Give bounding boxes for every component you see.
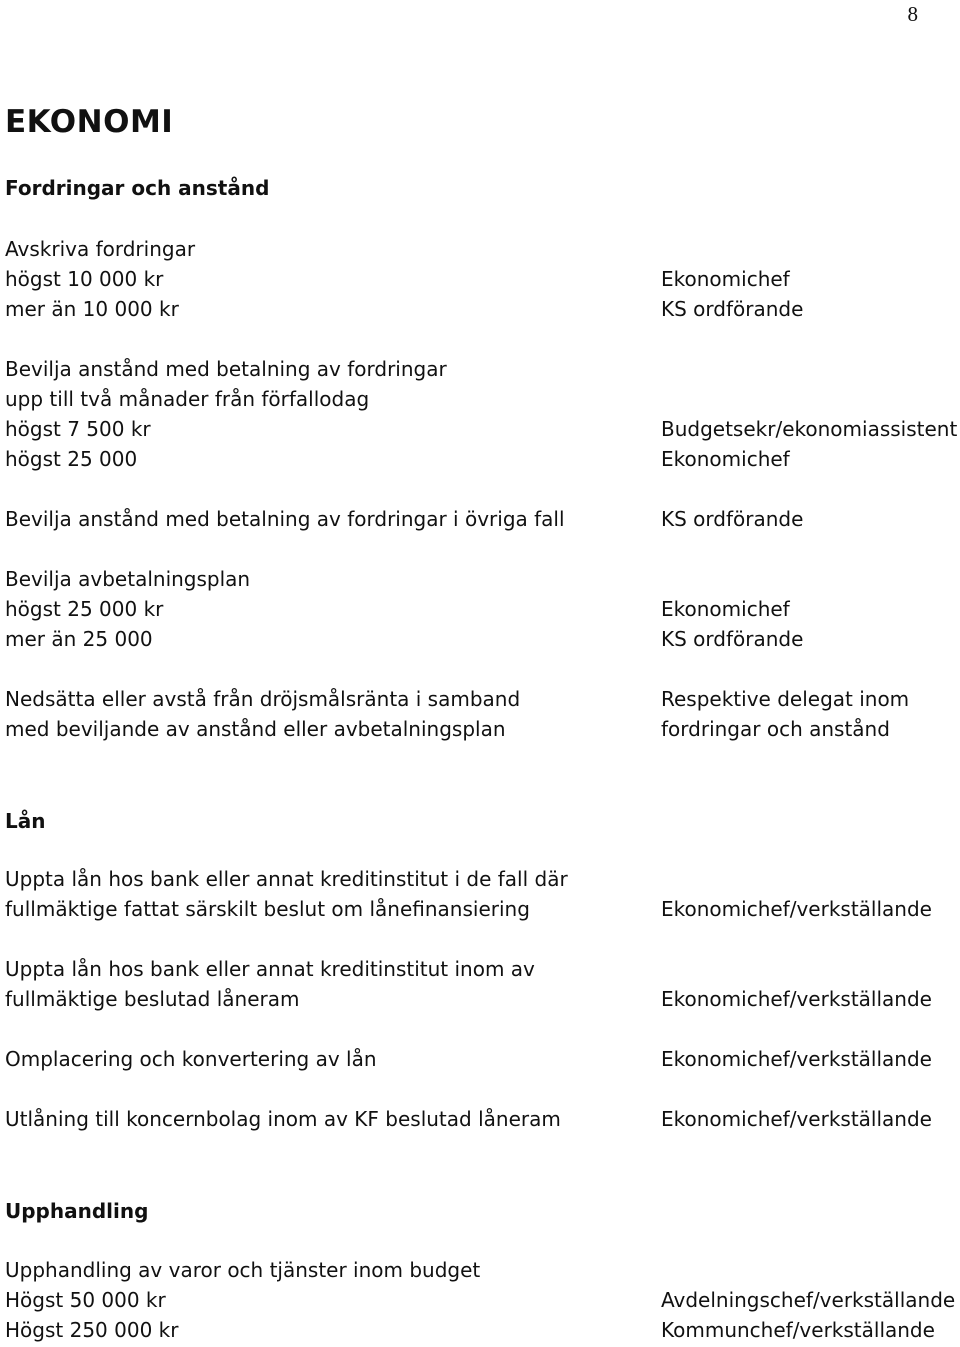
page-number: 8 — [907, 2, 918, 26]
delegate-line: Ekonomichef/verkställande — [661, 1107, 932, 1131]
description-line: Bevilja anstånd med betalning av fordringar — [5, 357, 447, 381]
description-line: Avskriva fordringar — [5, 237, 196, 261]
fordringar-row-3-delegate — [661, 504, 960, 534]
upphandling-row-1-delegate — [661, 1285, 960, 1345]
delegate-line: Ekonomichef/verkställande — [661, 1047, 932, 1071]
fordringar-row-2-description — [5, 354, 645, 474]
delegate-line: Ekonomichef/verkställande — [661, 987, 932, 1011]
delegate-line: Budgetsekr/ekonomiassistent — [661, 417, 958, 441]
delegate-line: KS ordförande — [661, 507, 804, 531]
delegate-line: Ekonomichef/verkställande — [661, 897, 932, 921]
description-line: Omplacering och konvertering av lån — [5, 1047, 377, 1071]
description-line: mer än 10 000 kr — [5, 297, 179, 321]
description-line: upp till två månader från förfallodag — [5, 387, 370, 411]
section-heading-lan: Lån — [5, 809, 46, 833]
delegate-line: Ekonomichef — [661, 447, 790, 471]
description-line: Uppta lån hos bank eller annat kreditinstitut inom av — [5, 957, 535, 981]
description-line: fullmäktige beslutad låneram — [5, 987, 300, 1011]
description-line: Upphandling av varor och tjänster inom budget — [5, 1258, 481, 1282]
section-heading-fordringar: Fordringar och anstånd — [5, 176, 270, 200]
description-line: högst 25 000 — [5, 447, 138, 471]
delegate-line: fordringar och anstånd — [661, 717, 890, 741]
delegate-line: Kommunchef/verkställande — [661, 1318, 935, 1342]
description-line: Bevilja avbetalningsplan — [5, 567, 251, 591]
delegate-line: Respektive delegat inom — [661, 687, 910, 711]
lan-row-3-description — [5, 1044, 645, 1074]
fordringar-row-5-delegate — [661, 684, 960, 744]
description-line: Högst 50 000 kr — [5, 1288, 166, 1312]
lan-row-1-description — [5, 864, 645, 924]
page-title: EKONOMI — [5, 104, 174, 140]
fordringar-row-1-delegate — [661, 264, 960, 324]
description-line: fullmäktige fattat särskilt beslut om lånefinansiering — [5, 897, 530, 921]
delegate-line: KS ordförande — [661, 297, 804, 321]
delegate-line: Avdelningschef/verkställande — [661, 1288, 956, 1312]
description-line: högst 25 000 kr — [5, 597, 164, 621]
description-line: Högst 250 000 kr — [5, 1318, 179, 1342]
lan-row-1-delegate — [661, 894, 960, 924]
section-heading-upphandling: Upphandling — [5, 1199, 149, 1223]
fordringar-row-4-description — [5, 564, 645, 654]
upphandling-row-1-description — [5, 1255, 645, 1345]
delegate-line: KS ordförande — [661, 627, 804, 651]
fordringar-row-1-description — [5, 234, 645, 324]
fordringar-row-2-delegate — [661, 414, 960, 474]
lan-row-4-delegate — [661, 1104, 960, 1134]
lan-row-4-description — [5, 1104, 645, 1134]
description-line: Bevilja anstånd med betalning av fordringar i övriga fall — [5, 507, 565, 531]
delegate-line: Ekonomichef — [661, 267, 790, 291]
description-line: högst 7 500 kr — [5, 417, 151, 441]
description-line: Utlåning till koncernbolag inom av KF beslutad låneram — [5, 1107, 561, 1131]
description-line: Uppta lån hos bank eller annat kreditinstitut i de fall där — [5, 867, 568, 891]
delegate-line: Ekonomichef — [661, 597, 790, 621]
fordringar-row-3-description — [5, 504, 645, 534]
fordringar-row-4-delegate — [661, 594, 960, 654]
description-line: Nedsätta eller avstå från dröjsmålsränta i samband — [5, 687, 521, 711]
description-line: med beviljande av anstånd eller avbetalningsplan — [5, 717, 506, 741]
fordringar-row-5-description — [5, 684, 645, 744]
lan-row-2-description — [5, 954, 645, 1014]
lan-row-3-delegate — [661, 1044, 960, 1074]
description-line: högst 10 000 kr — [5, 267, 164, 291]
description-line: mer än 25 000 — [5, 627, 153, 651]
lan-row-2-delegate — [661, 984, 960, 1014]
